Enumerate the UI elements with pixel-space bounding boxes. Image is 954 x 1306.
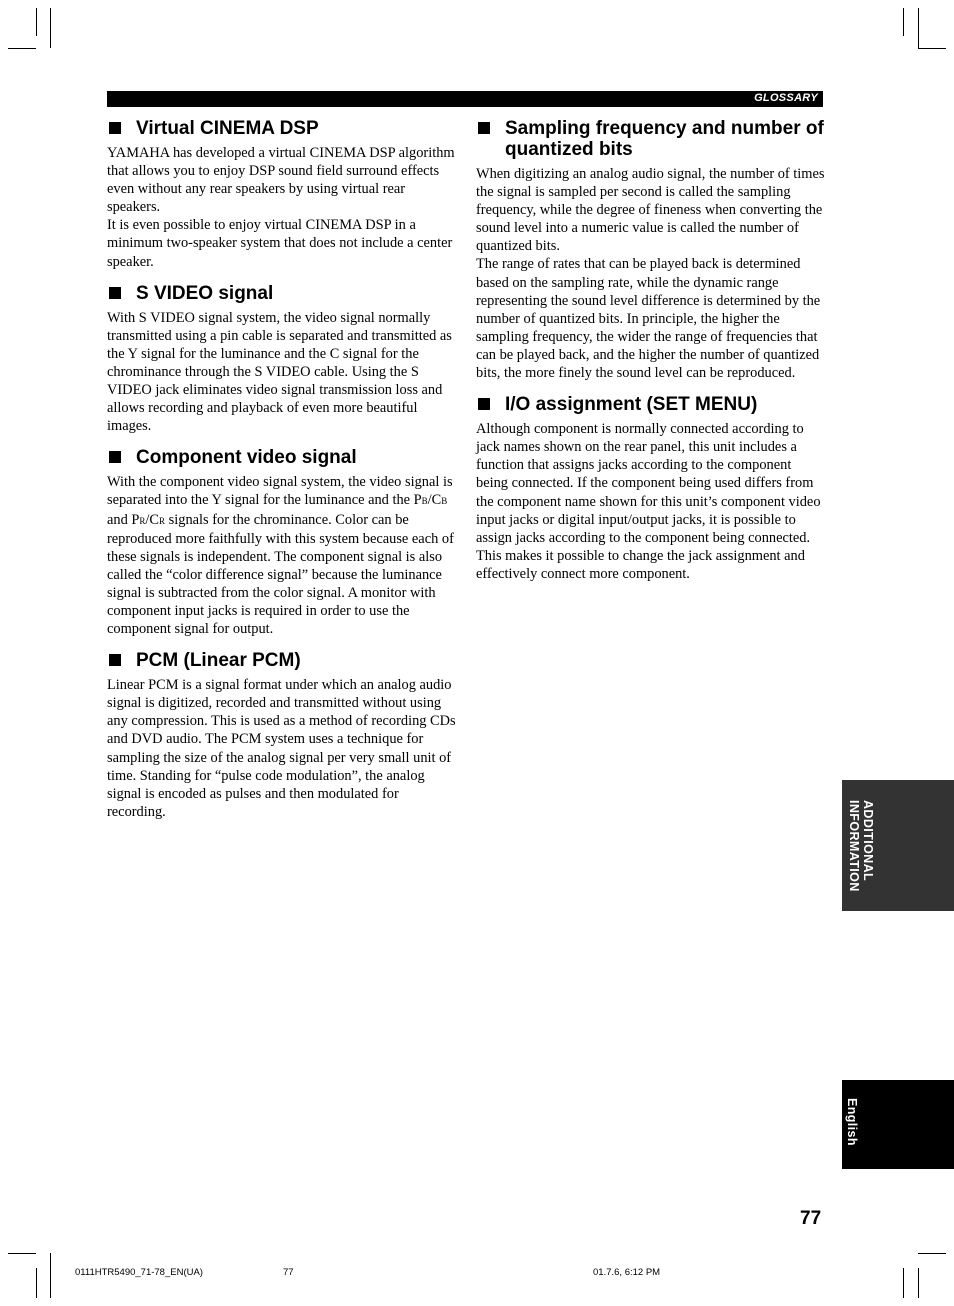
square-bullet-icon bbox=[478, 122, 490, 134]
square-bullet-icon bbox=[109, 654, 121, 666]
side-tab-label: English bbox=[845, 1098, 859, 1146]
section-sampling-frequency bbox=[476, 118, 826, 382]
section-io-assignment bbox=[476, 394, 826, 583]
footer-page: 77 bbox=[283, 1267, 294, 1278]
crop-mark bbox=[36, 1268, 37, 1298]
section-pcm bbox=[107, 650, 457, 821]
crop-mark bbox=[36, 8, 37, 36]
crop-mark bbox=[903, 8, 904, 36]
body-paragraph: The range of rates that can be played back is determined based on the sampling rate, while the dynamic range representing the sound level difference is determined by the number of quantized bits. In principle, the higher the sampling frequency, the wider the range of frequencies that can be played back, and the higher the number of quantized bits, the more finely the sound level can be reproduced. bbox=[476, 256, 821, 382]
section-heading: Sampling frequency and number of quantized bits bbox=[476, 118, 826, 160]
section-s-video-signal bbox=[107, 283, 457, 436]
side-tab-language bbox=[842, 1080, 954, 1169]
section-virtual-cinema-dsp bbox=[107, 118, 457, 271]
right-column bbox=[476, 118, 826, 595]
crop-mark bbox=[918, 8, 919, 48]
crop-mark bbox=[903, 1268, 904, 1298]
section-heading: PCM (Linear PCM) bbox=[107, 650, 457, 671]
left-column bbox=[107, 118, 457, 833]
section-heading: I/O assignment (SET MENU) bbox=[476, 394, 826, 415]
square-bullet-icon bbox=[109, 122, 121, 134]
crop-mark bbox=[918, 1253, 946, 1254]
body-paragraph: Linear PCM is a signal format under which an analog audio signal is digitized, recorded and transmitted without using any compression. This is used as a method of recording CDs and DVD audio. The PCM system uses a technique for sampling the size of the analog signal per very small unit of time. Standing for “pulse code modulation”, the analog signal is encoded as pulses and then modulated for recording. bbox=[107, 677, 456, 820]
square-bullet-icon bbox=[478, 398, 490, 410]
section-label: GLOSSARY bbox=[754, 92, 818, 104]
crop-mark bbox=[8, 1253, 36, 1254]
section-component-video-signal bbox=[107, 447, 457, 638]
body-paragraph: It is even possible to enjoy virtual CINEMA DSP in a minimum two-speaker system that does not include a center speaker. bbox=[107, 217, 453, 270]
crop-mark bbox=[918, 48, 946, 49]
crop-mark bbox=[50, 8, 51, 48]
crop-mark bbox=[918, 1268, 919, 1298]
crop-mark bbox=[50, 1253, 51, 1298]
section-heading: Component video signal bbox=[107, 447, 457, 468]
footer-timestamp: 01.7.6, 6:12 PM bbox=[593, 1267, 661, 1278]
side-tab-label: ADDITIONAL INFORMATION bbox=[847, 800, 875, 892]
header-bar bbox=[107, 91, 823, 107]
body-paragraph: YAMAHA has developed a virtual CINEMA DSP algorithm that allows you to enjoy DSP sound field surround effects even without any rear speakers by using virtual rear speakers. bbox=[107, 145, 455, 216]
body-paragraph: With S VIDEO signal system, the video signal normally transmitted using a pin cable is separated and transmitted as the Y signal for the luminance and the C signal for the chrominance through the S VIDEO cable. Using the S VIDEO jack eliminates video signal transmission loss and allows recording and playback of even more beautiful images. bbox=[107, 309, 452, 435]
body-paragraph: When digitizing an analog audio signal, the number of times the signal is sampled per second is called the sampling frequency, while the degree of fineness when converting the sound level into a numeric value is called the number of quantized bits. bbox=[476, 166, 825, 255]
body-paragraph: Although component is normally connected according to jack names shown on the rear panel, this unit includes a function that assigns jacks according to the component being connected. If the component being used differs from the component name shown for this unit’s component video input jacks or digital input/output jacks, it is possible to assign jacks according to the component being connected. This makes it possible to change the jack assignment and effectively connect more component. bbox=[476, 421, 821, 582]
page-number: 77 bbox=[800, 1208, 822, 1229]
side-tab-additional-information bbox=[842, 780, 954, 911]
section-heading: S VIDEO signal bbox=[107, 283, 457, 304]
footer-file: 0111HTR5490_71-78_EN(UA) bbox=[75, 1267, 203, 1278]
section-heading: Virtual CINEMA DSP bbox=[107, 118, 457, 139]
square-bullet-icon bbox=[109, 451, 121, 463]
crop-mark bbox=[8, 48, 36, 49]
body-paragraph: With the component video signal system, the video signal is separated into the Y signal for the luminance and the PB/CB and PR/CR signals for the chrominance. Color can be reproduced more faithfully with this system because each of these signals is independent. The component signal is also called the “color difference signal” because the luminance signal is subtracted from the color signal. A monitor with component input jacks is required in order to use the component signal for output. bbox=[107, 474, 454, 638]
square-bullet-icon bbox=[109, 287, 121, 299]
